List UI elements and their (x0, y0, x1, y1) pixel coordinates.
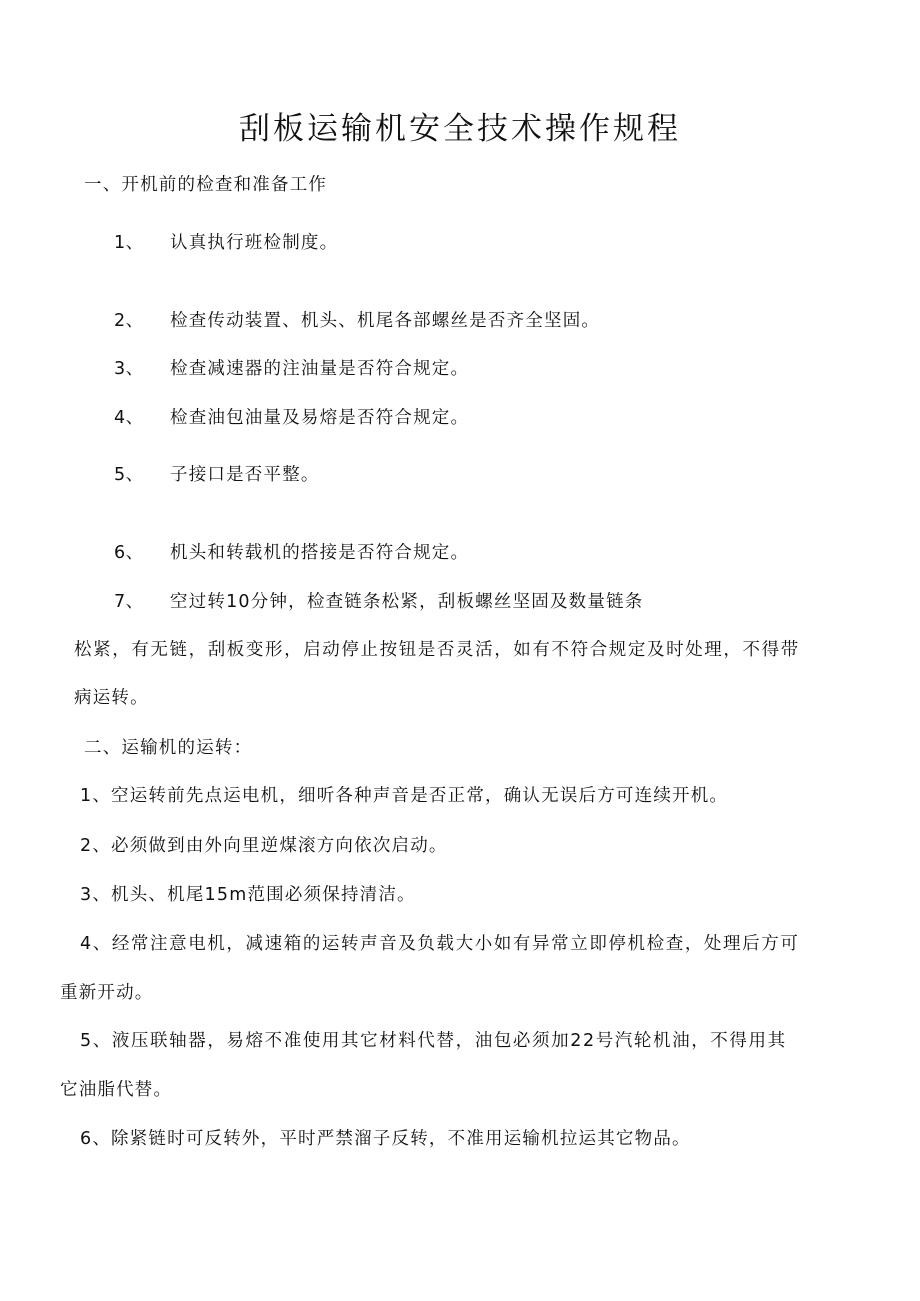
item-number: 4、 (114, 408, 144, 428)
item-continuation: 松紧，有无链，刮板变形，启动停止按钮是否灵活，如有不符合规定及时处理，不得带 (74, 640, 800, 660)
section-2-heading: 二、运输机的运转： (84, 738, 253, 758)
rule-item: 1、空运转前先点运电机，细听各种声音是否正常，确认无误后方可连续开机。 (80, 786, 729, 806)
rule-item-continuation: 它油脂代替。 (60, 1080, 173, 1100)
rule-item: 2、必须做到由外向里逆煤滚方向依次启动。 (80, 836, 448, 856)
item-number: 6、 (114, 543, 144, 563)
item-continuation: 病运转。 (74, 688, 149, 708)
document-title: 刮板运输机安全技术操作规程 (239, 111, 681, 147)
item-text: 检查传动装置、机头、机尾各部螺丝是否齐全坚固。 (170, 311, 601, 331)
rule-item: 6、除紧链时可反转外，平时严禁溜子反转，不准用运输机拉运其它物品。 (80, 1129, 691, 1149)
rule-item: 5、液压联轴器，易熔不准使用其它材料代替，油包必须加22号汽轮机油，不得用其 (80, 1031, 787, 1051)
item-text: 子接口是否平整。 (170, 465, 320, 485)
rule-item-continuation: 重新开动。 (60, 983, 154, 1003)
item-text: 检查减速器的注油量是否符合规定。 (170, 359, 470, 379)
rule-item: 4、经常注意电机，减速箱的运转声音及负载大小如有异常立即停机检查，处理后方可 (80, 934, 800, 954)
section-1-heading: 一、开机前的检查和准备工作 (84, 175, 328, 195)
item-text: 空过转10分钟，检查链条松紧，刮板螺丝坚固及数量链条 (170, 592, 644, 612)
item-text: 认真执行班检制度。 (170, 233, 339, 253)
item-number: 3、 (114, 359, 144, 379)
item-text: 机头和转载机的搭接是否符合规定。 (170, 543, 470, 563)
rule-item: 3、机头、机尾15m范围必须保持清洁。 (80, 885, 416, 905)
item-number: 1、 (114, 233, 144, 253)
item-number: 7、 (114, 592, 144, 612)
item-number: 5、 (114, 465, 144, 485)
item-text: 检查油包油量及易熔是否符合规定。 (170, 408, 470, 428)
item-number: 2、 (114, 311, 144, 331)
